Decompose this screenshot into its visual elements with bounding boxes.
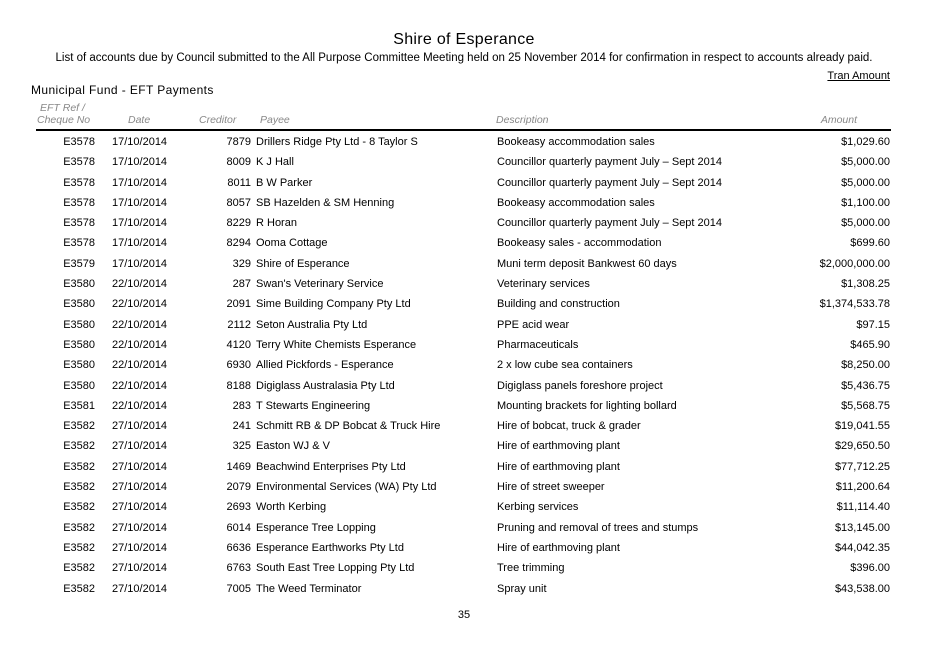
table-row [0, 335, 928, 355]
cell-creditor: 2693 [226, 501, 251, 514]
column-header-cheque-no: Cheque No [37, 114, 91, 126]
cell-amount: $5,000.00 [841, 156, 890, 169]
cell-creditor: 6930 [226, 359, 251, 372]
cell-creditor: 6636 [226, 541, 251, 554]
cell-payee: Drillers Ridge Pty Ltd - 8 Taylor S [256, 136, 418, 148]
table-row [0, 355, 928, 375]
cell-amount: $19,041.55 [834, 420, 890, 433]
cell-amount: $11,114.40 [836, 501, 890, 514]
cell-date: 22/10/2014 [112, 298, 168, 311]
cell-payee: K J Hall [256, 156, 294, 169]
cell-creditor: 8009 [226, 156, 251, 169]
cell-payee: Esperance Tree Lopping [256, 521, 376, 534]
cell-date: 27/10/2014 [112, 460, 168, 473]
table-row [0, 436, 928, 456]
cell-payee: The Weed Terminator [256, 582, 362, 595]
cell-date: 22/10/2014 [112, 359, 168, 372]
cell-description: Hire of earthmoving plant [497, 440, 620, 453]
cell-description: Kerbing services [497, 501, 579, 514]
cell-creditor: 325 [232, 440, 251, 453]
cell-amount: $5,000.00 [841, 217, 890, 230]
page-title: Shire of Esperance [393, 31, 535, 48]
cell-description: PPE acid wear [497, 318, 570, 331]
table-row [0, 233, 928, 253]
cell-date: 27/10/2014 [112, 562, 168, 575]
table-row [0, 213, 928, 233]
cell-creditor: 329 [232, 257, 251, 270]
cell-eft-ref: E3582 [63, 582, 95, 595]
cell-amount: $77,712.25 [834, 460, 890, 473]
cell-eft-ref: E3580 [63, 338, 95, 351]
cell-eft-ref: E3578 [63, 196, 95, 209]
cell-amount: $43,538.00 [834, 582, 890, 595]
cell-payee: Sime Building Company Pty Ltd [256, 298, 411, 311]
cell-payee: Digiglass Australasia Pty Ltd [256, 379, 395, 392]
cell-eft-ref: E3578 [63, 217, 95, 230]
table-row [0, 518, 928, 538]
cell-date: 17/10/2014 [112, 156, 168, 169]
table-row [0, 497, 928, 517]
cell-payee: SB Hazelden & SM Henning [256, 196, 395, 209]
cell-description: Pharmaceuticals [497, 338, 579, 351]
table-row [0, 558, 928, 578]
cell-description: Mounting brackets for lighting bollard [497, 399, 677, 412]
table-row [0, 132, 928, 152]
cell-creditor: 2091 [226, 298, 251, 311]
cell-creditor: 7879 [226, 136, 251, 148]
cell-creditor: 8294 [226, 237, 251, 250]
cell-creditor: 8229 [226, 217, 251, 230]
cell-eft-ref: E3580 [63, 278, 95, 291]
cell-payee: Terry White Chemists Esperance [256, 338, 417, 351]
column-header-date: Date [128, 114, 151, 126]
cell-eft-ref: E3580 [63, 379, 95, 392]
table-row [0, 274, 928, 294]
cell-creditor: 8188 [226, 379, 251, 392]
cell-creditor: 7005 [226, 582, 251, 595]
cell-date: 27/10/2014 [112, 501, 168, 514]
section-heading: Municipal Fund - EFT Payments [31, 83, 214, 97]
cell-eft-ref: E3578 [63, 156, 95, 169]
payments-table [0, 132, 928, 599]
cell-eft-ref: E3582 [63, 501, 95, 514]
cell-eft-ref: E3581 [63, 399, 95, 412]
column-header-amount: Amount [820, 114, 857, 126]
cell-payee: Seton Australia Pty Ltd [256, 318, 368, 331]
cell-eft-ref: E3580 [63, 359, 95, 372]
cell-date: 27/10/2014 [112, 420, 168, 433]
cell-payee: Allied Pickfords - Esperance [256, 359, 394, 372]
cell-amount: $1,308.25 [841, 278, 890, 291]
cell-date: 17/10/2014 [112, 217, 168, 230]
cell-payee: T Stewarts Engineering [256, 399, 371, 412]
cell-eft-ref: E3578 [63, 176, 95, 189]
cell-description: Veterinary services [497, 278, 590, 291]
cell-creditor: 6014 [226, 521, 251, 534]
cell-eft-ref: E3582 [63, 440, 95, 453]
column-header-description: Description [496, 114, 549, 126]
cell-amount: $699.60 [850, 237, 890, 250]
cell-amount: $97.15 [856, 318, 890, 331]
cell-amount: $396.00 [850, 562, 890, 575]
cell-creditor: 283 [232, 399, 251, 412]
cell-description: 2 x low cube sea containers [497, 359, 633, 372]
cell-date: 17/10/2014 [112, 237, 168, 250]
cell-eft-ref: E3582 [63, 541, 95, 554]
cell-payee: Esperance Earthworks Pty Ltd [256, 541, 404, 554]
cell-description: Councillor quarterly payment July – Sept 2014 [497, 217, 723, 230]
cell-creditor: 8011 [227, 176, 251, 189]
report-subtitle: List of accounts due by Council submitted to the All Purpose Committee Meeting held on 25 November 2014 for confirmation in respect to accounts already paid. [55, 52, 873, 64]
cell-creditor: 6763 [226, 562, 251, 575]
cell-date: 22/10/2014 [112, 318, 168, 331]
cell-creditor: 2112 [227, 318, 251, 331]
cell-description: Hire of street sweeper [497, 481, 605, 494]
cell-amount: $5,436.75 [841, 379, 890, 392]
cell-description: Tree trimming [497, 562, 565, 575]
cell-description: Hire of bobcat, truck & grader [497, 420, 641, 433]
column-header-creditor: Creditor [199, 114, 237, 126]
cell-eft-ref: E3579 [63, 257, 95, 270]
cell-payee: Easton WJ & V [256, 440, 330, 453]
cell-description: Muni term deposit Bankwest 60 days [497, 257, 677, 270]
cell-description: Bookeasy sales - accommodation [497, 237, 662, 250]
table-row [0, 294, 928, 314]
table-row [0, 315, 928, 335]
cell-creditor: 4120 [226, 338, 251, 351]
cell-date: 27/10/2014 [112, 481, 168, 494]
cell-date: 17/10/2014 [112, 196, 168, 209]
cell-creditor: 241 [232, 420, 251, 433]
cell-payee: Ooma Cottage [256, 237, 328, 250]
cell-amount: $2,000,000.00 [819, 257, 890, 270]
cell-payee: B W Parker [256, 176, 313, 189]
cell-payee: Swan's Veterinary Service [256, 278, 384, 291]
table-row [0, 416, 928, 436]
table-row [0, 193, 928, 213]
table-row [0, 173, 928, 193]
cell-eft-ref: E3582 [63, 521, 95, 534]
cell-amount: $1,029.60 [841, 136, 890, 148]
cell-amount: $13,145.00 [834, 521, 890, 534]
cell-description: Hire of earthmoving plant [497, 460, 620, 473]
cell-payee: Shire of Esperance [256, 257, 350, 270]
cell-eft-ref: E3578 [63, 237, 95, 250]
cell-eft-ref: E3582 [63, 420, 95, 433]
cell-date: 22/10/2014 [112, 379, 168, 392]
cell-creditor: 2079 [226, 481, 251, 494]
header-divider [36, 129, 891, 131]
cell-date: 27/10/2014 [112, 541, 168, 554]
page-number: 35 [457, 609, 471, 621]
cell-eft-ref: E3582 [63, 460, 95, 473]
cell-date: 27/10/2014 [112, 582, 168, 595]
cell-date: 17/10/2014 [112, 257, 168, 270]
cell-payee: Schmitt RB & DP Bobcat & Truck Hire [256, 420, 441, 433]
cell-amount: $44,042.35 [834, 541, 890, 554]
cell-eft-ref: E3578 [63, 136, 95, 148]
cell-amount: $1,374,533.78 [819, 298, 890, 311]
table-row [0, 254, 928, 274]
table-row [0, 152, 928, 172]
cell-description: Digiglass panels foreshore project [497, 379, 663, 392]
cell-creditor: 287 [232, 278, 251, 291]
table-row [0, 477, 928, 497]
cell-description: Councillor quarterly payment July – Sept 2014 [497, 156, 723, 169]
cell-description: Pruning and removal of trees and stumps [497, 521, 699, 534]
cell-date: 22/10/2014 [112, 338, 168, 351]
cell-payee: Environmental Services (WA) Pty Ltd [256, 481, 437, 494]
cell-eft-ref: E3582 [63, 481, 95, 494]
tran-amount-label: Tran Amount [827, 70, 890, 82]
table-row [0, 457, 928, 477]
cell-creditor: 8057 [226, 196, 251, 209]
table-row [0, 376, 928, 396]
cell-description: Hire of earthmoving plant [497, 541, 620, 554]
cell-date: 22/10/2014 [112, 278, 168, 291]
table-row [0, 396, 928, 416]
cell-amount: $5,568.75 [841, 399, 890, 412]
cell-date: 17/10/2014 [112, 136, 168, 148]
cell-amount: $29,650.50 [834, 440, 890, 453]
cell-amount: $1,100.00 [841, 196, 890, 209]
cell-creditor: 1469 [226, 460, 251, 473]
cell-description: Bookeasy accommodation sales [497, 196, 655, 209]
cell-payee: Beachwind Enterprises Pty Ltd [256, 460, 406, 473]
cell-eft-ref: E3582 [63, 562, 95, 575]
table-row [0, 579, 928, 599]
cell-amount: $11,200.64 [835, 481, 890, 494]
cell-date: 22/10/2014 [112, 399, 168, 412]
cell-date: 17/10/2014 [112, 176, 168, 189]
cell-amount: $5,000.00 [841, 176, 890, 189]
cell-description: Councillor quarterly payment July – Sept 2014 [497, 176, 723, 189]
cell-payee: R Horan [256, 217, 297, 230]
cell-description: Bookeasy accommodation sales [497, 136, 655, 148]
cell-description: Building and construction [497, 298, 620, 311]
cell-eft-ref: E3580 [63, 318, 95, 331]
table-row [0, 538, 928, 558]
cell-date: 27/10/2014 [112, 521, 168, 534]
cell-payee: South East Tree Lopping Pty Ltd [256, 562, 415, 575]
cell-description: Spray unit [497, 582, 547, 595]
cell-amount: $465.90 [850, 338, 890, 351]
cell-payee: Worth Kerbing [256, 501, 327, 514]
cell-amount: $8,250.00 [841, 359, 890, 372]
column-header-payee: Payee [260, 114, 290, 126]
cell-eft-ref: E3580 [63, 298, 95, 311]
column-header-eft-ref: EFT Ref / [40, 102, 85, 114]
cell-date: 27/10/2014 [112, 440, 168, 453]
